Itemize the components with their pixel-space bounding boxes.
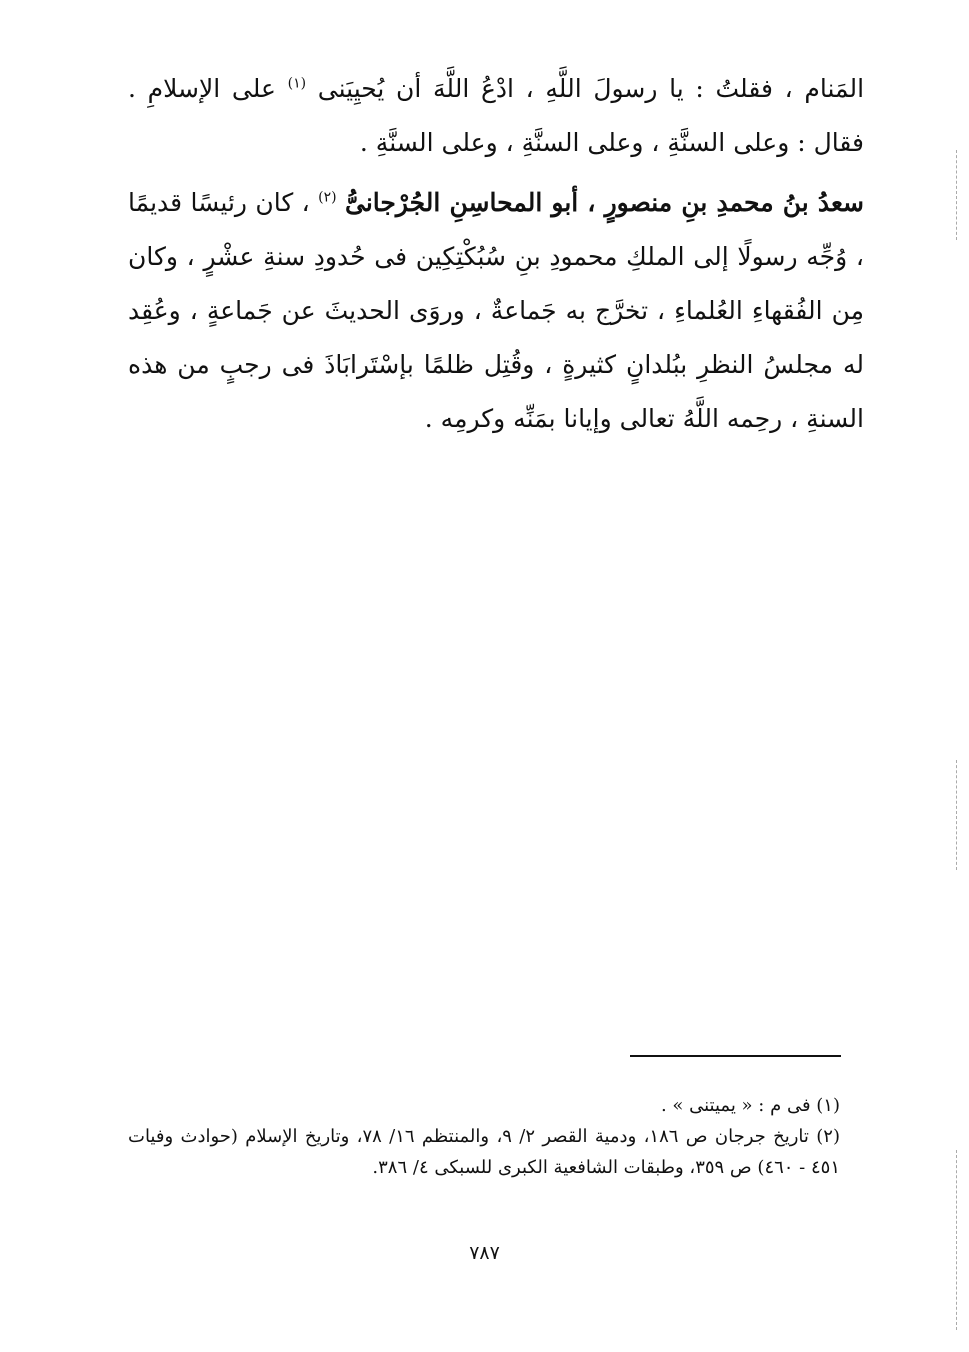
paragraph-1-part-1: المَنام ، فقلتُ : يا رسولَ اللَّهِ ، ادْعُ اللَّهَ أن يُحيِيَنى: [317, 74, 865, 103]
scan-edge-mark: [956, 150, 957, 240]
main-text-block: [128, 62, 864, 446]
footnote-1: (١) فى م : « يميتنى » .: [660, 1095, 840, 1116]
footnote-divider: [630, 1055, 841, 1057]
biography-name: سعدُ بنُ محمدِ بنِ منصورٍ ، أبو المحاسِنِ الجُرْجانىُّ: [345, 188, 864, 217]
footnote-ref-2: (٢): [318, 189, 337, 206]
paragraph-2: [128, 176, 864, 446]
paragraph-2-text: ، كان رئيسًا قديمًا ، وُجِّه رسولًا إلى الملكِ محمودِ بنِ سُبُكْتِكِين فى حُدودِ سنةِ عشْرٍ ، وكان مِن الفُقهاءِ العُلماءِ ، تخرَّج به جَماعةٌ ، وروَى الحديثَ عن جَماعةٍ ، وعُقِد له مجلسُ النظرِ ببُلدانٍ كثيرةٍ ، وقُتِل ظلمًا بإسْتَرابَاذَ فى رجبٍ من هذه السنةِ ، رحِمه اللَّهُ تعالى وإيانا بمَنِّه وكرمِه .: [128, 188, 864, 433]
page-number: ٧٨٧: [469, 1242, 500, 1264]
scan-edge-mark: [956, 1150, 957, 1330]
scan-edge-mark: [956, 760, 957, 870]
footnote-ref-1: (١): [287, 75, 307, 92]
paragraph-1: [128, 62, 864, 170]
footnotes-block: [128, 1090, 840, 1183]
paragraph-1-part-2: على الإسلامِ . فقال : وعلى السنَّةِ ، وعلى السنَّةِ ، وعلى السنَّةِ .: [128, 74, 864, 157]
footnote-2: (٢) تاريخ جرجان ص ١٨٦، ودمية القصر ٢/ ٩، والمنتظم ١٦/ ٧٨، وتاريخ الإسلام (حوادث وفيات ٤٥١ - ٤٦٠) ص ٣٥٩، وطبقات الشافعية الكبرى للسبكى ٤/ ٣٨٦.: [128, 1126, 840, 1178]
